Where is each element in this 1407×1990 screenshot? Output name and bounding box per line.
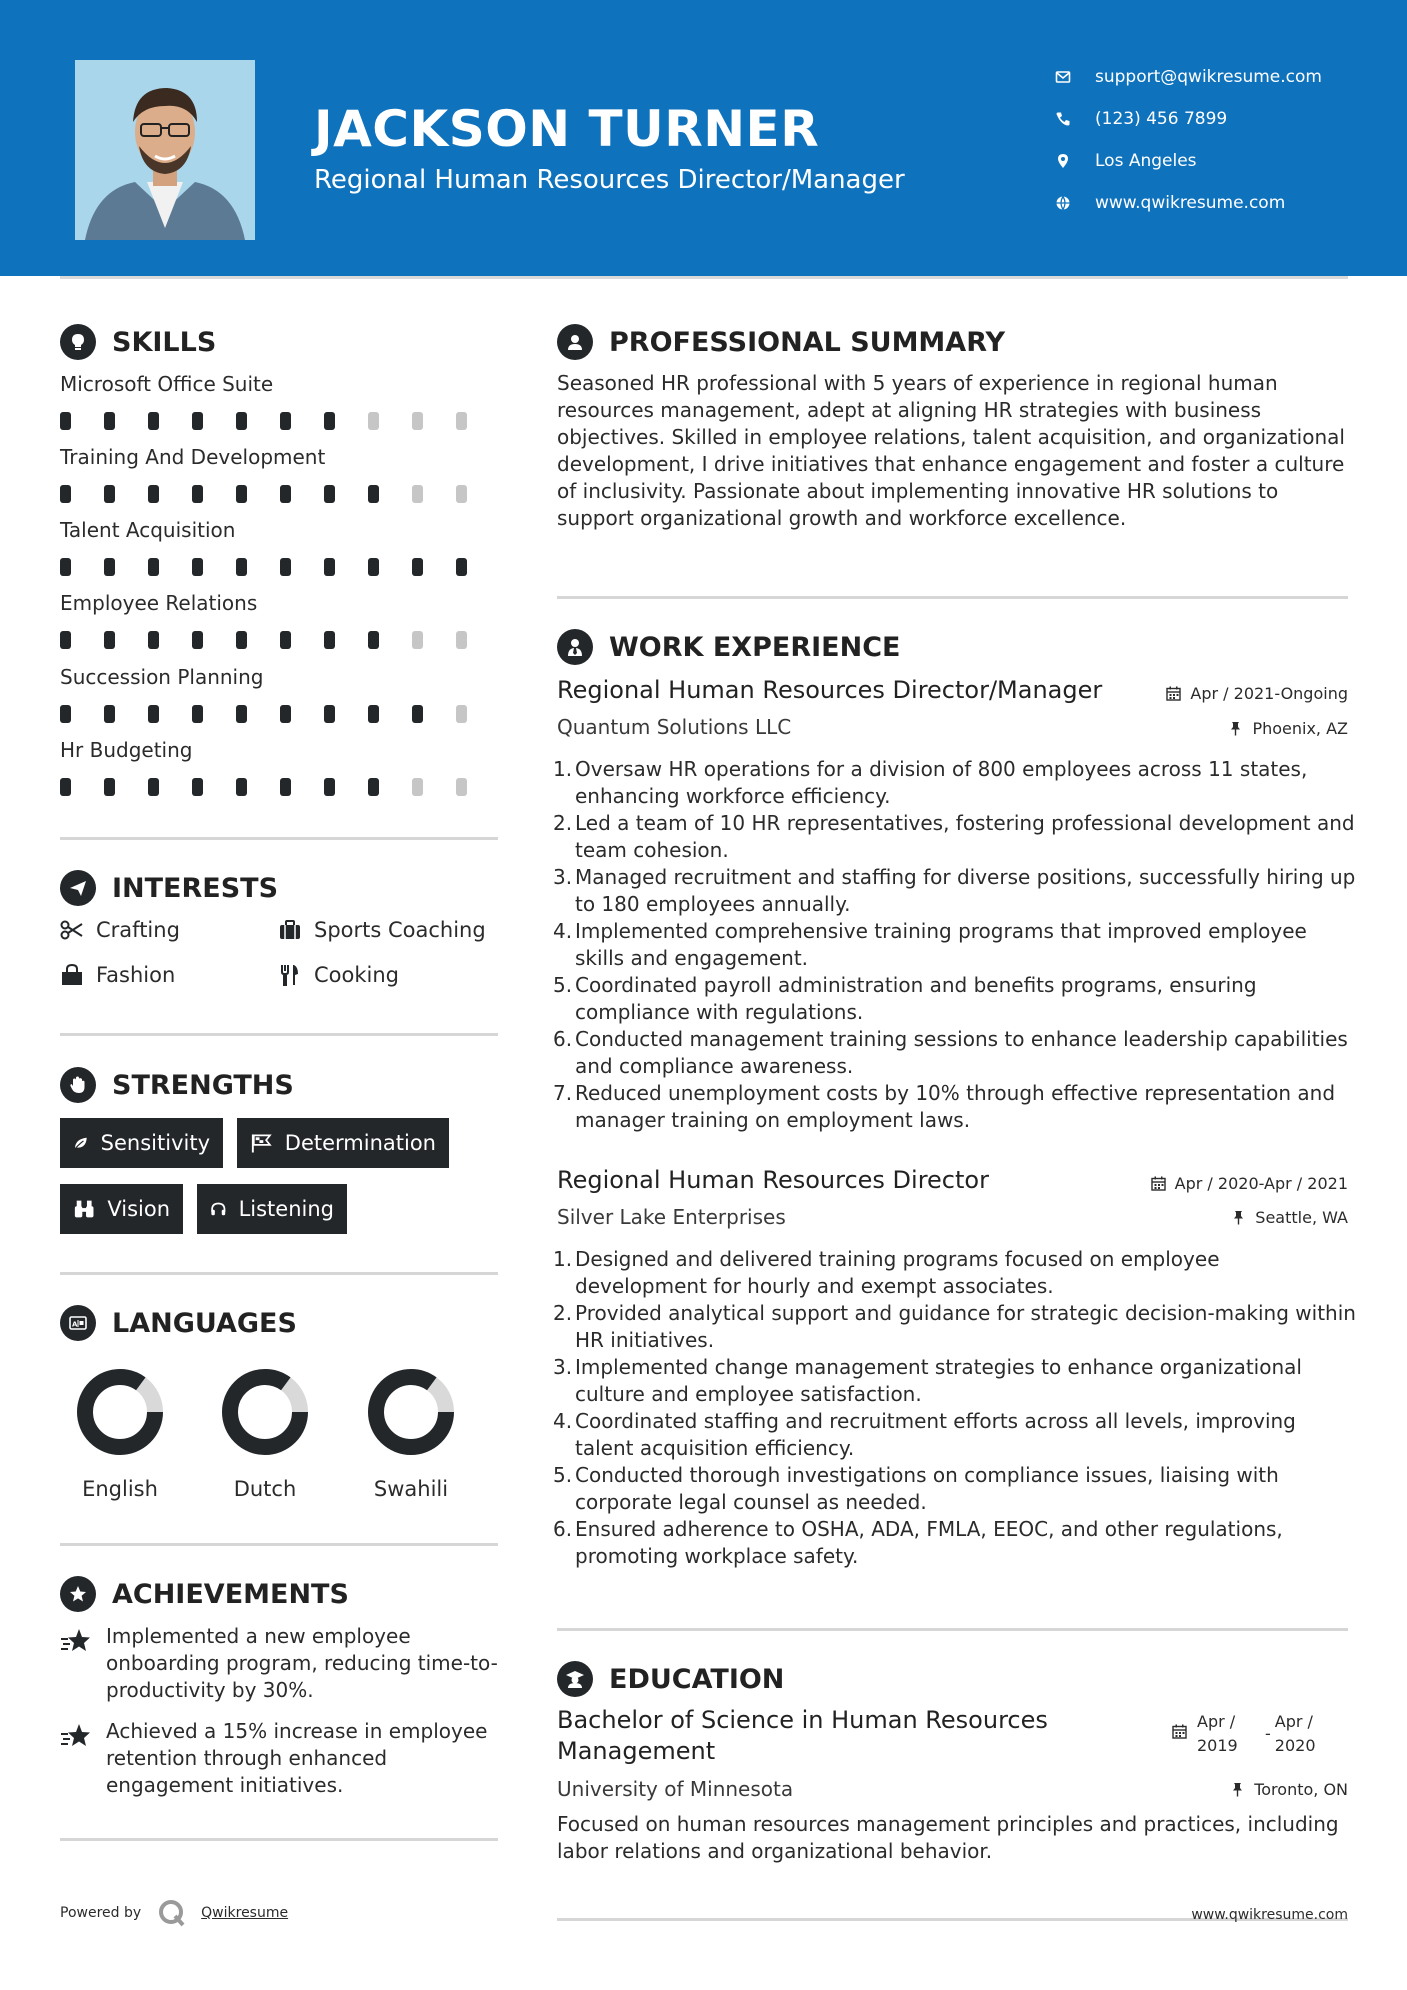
- strength-tag: [197, 1184, 347, 1234]
- strengths-heading: [60, 1067, 294, 1103]
- job-bullet: [553, 918, 1357, 972]
- job-bullet: [553, 756, 1357, 810]
- section-divider: [60, 1838, 498, 1841]
- bullet-number: 7.: [553, 1081, 573, 1105]
- skill-label: Microsoft Office Suite: [60, 372, 274, 396]
- education-description: Focused on human resources management principles and practices, including labor relations and organizational behavior.: [557, 1812, 1339, 1863]
- rating-dot-filled: [280, 412, 291, 430]
- interest-item: [60, 918, 180, 942]
- rating-dot-filled: [60, 485, 71, 503]
- strength-label: Listening: [238, 1197, 334, 1221]
- bullet-number: 6.: [553, 1517, 573, 1541]
- rating-dot-filled: [368, 631, 379, 649]
- bullet-number: 1.: [553, 1247, 573, 1271]
- rating-dot-filled: [192, 631, 203, 649]
- rating-dot-filled: [192, 558, 203, 576]
- job-bullet: [553, 1462, 1357, 1516]
- bullet-text: Coordinated payroll administration and benefits programs, ensuring compliance with regulations.: [575, 973, 1257, 1024]
- paper-plane-icon: [60, 870, 96, 906]
- rating-dot-filled: [412, 705, 423, 723]
- education-end: Apr / 2020: [1274, 1712, 1316, 1755]
- bullet-number: 2.: [553, 1301, 573, 1325]
- education-school: University of Minnesota: [557, 1777, 794, 1801]
- rating-dot-filled: [148, 705, 159, 723]
- job-bullet-list: [553, 756, 1357, 1134]
- lightbulb-icon: [60, 324, 96, 360]
- rating-dot-filled: [324, 631, 335, 649]
- section-divider: [60, 1543, 498, 1546]
- skill-label: Employee Relations: [60, 591, 258, 615]
- rating-dot-filled: [236, 558, 247, 576]
- utensils-icon: [278, 964, 302, 986]
- job-location: [1231, 1208, 1348, 1227]
- experience-heading: [557, 629, 900, 665]
- job-title: Regional Human Resources Director/Manager: [557, 676, 1103, 704]
- section-divider: [557, 1628, 1348, 1631]
- strength-tag: [60, 1184, 183, 1234]
- language-ring: [75, 1367, 165, 1457]
- flag-icon: [250, 1132, 273, 1154]
- bullet-text: Provided analytical support and guidance for strategic decision-making within HR initiatives.: [575, 1301, 1356, 1352]
- briefcase-icon: [278, 919, 302, 941]
- language-label: Dutch: [233, 1477, 297, 1501]
- job-bullet: [553, 1408, 1357, 1462]
- experience-title: WORK EXPERIENCE: [609, 631, 901, 663]
- contact-phone[interactable]: [1055, 98, 1385, 140]
- calendar-icon: [1172, 1724, 1187, 1739]
- rating-dot-filled: [192, 412, 203, 430]
- rating-dot-empty: [412, 778, 423, 796]
- job-dates: [1166, 684, 1348, 703]
- star-badge-icon: [60, 1576, 96, 1612]
- job-bullet: [553, 810, 1357, 864]
- binoculars-icon: [73, 1198, 95, 1220]
- skill-rating: [60, 558, 500, 576]
- candidate-role: Regional Human Resources Director/Manager: [314, 165, 905, 195]
- strength-tag: [60, 1118, 223, 1168]
- phone-icon: [1055, 111, 1071, 127]
- job-location-text: Seattle, WA: [1255, 1208, 1348, 1227]
- summary-heading: [557, 324, 1005, 360]
- rating-dot-filled: [368, 778, 379, 796]
- language-item: [351, 1367, 471, 1501]
- skill-item: [60, 591, 500, 649]
- bullet-text: Implemented change management strategies to enhance organizational culture and employee satisfaction.: [575, 1355, 1302, 1406]
- contact-website[interactable]: [1055, 182, 1385, 224]
- education-title: EDUCATION: [609, 1663, 785, 1695]
- rating-dot-filled: [324, 705, 335, 723]
- rating-dot-filled: [324, 558, 335, 576]
- pushpin-icon: [1231, 1210, 1246, 1225]
- job-dates-text: Apr / 2020-Apr / 2021: [1174, 1174, 1348, 1193]
- skills-heading: [60, 324, 216, 360]
- hand-icon: [60, 1067, 96, 1103]
- interest-item: [278, 918, 486, 942]
- profile-photo: [75, 60, 255, 240]
- shopping-bag-icon: [60, 964, 84, 986]
- skill-rating: [60, 631, 500, 649]
- bullet-text: Coordinated staffing and recruitment efforts across all levels, improving talent acquisition efficiency.: [575, 1409, 1296, 1460]
- job-bullet: [553, 1246, 1357, 1300]
- bullet-text: Conducted thorough investigations on compliance issues, liaising with corporate legal counsel as needed.: [575, 1463, 1279, 1514]
- language-ring: [366, 1367, 456, 1457]
- rating-dot-filled: [148, 485, 159, 503]
- rating-dot-empty: [412, 412, 423, 430]
- bullet-text: Led a team of 10 HR representatives, fostering professional development and team cohesion.: [575, 811, 1355, 862]
- rating-dot-empty: [456, 705, 467, 723]
- education-location-text: Toronto, ON: [1254, 1780, 1348, 1799]
- rating-dot-filled: [412, 558, 423, 576]
- rating-dot-filled: [324, 412, 335, 430]
- interests-heading: [60, 870, 278, 906]
- section-divider: [60, 1272, 498, 1275]
- star-icon: [60, 1722, 92, 1750]
- job-bullet: [553, 972, 1357, 1026]
- bullet-number: 4.: [553, 1409, 573, 1433]
- contact-email[interactable]: [1055, 56, 1385, 98]
- globe-icon: [1055, 195, 1071, 211]
- interest-label: Cooking: [314, 963, 399, 987]
- bullet-text: Reduced unemployment costs by 10% through effective representation and manager training on employment laws.: [575, 1081, 1336, 1132]
- job-bullet: [553, 864, 1357, 918]
- skill-item: [60, 738, 500, 796]
- rating-dot-filled: [148, 412, 159, 430]
- rating-dot-filled: [324, 485, 335, 503]
- achievement-text: Achieved a 15% increase in employee retention through enhanced engagement initiatives.: [106, 1719, 488, 1797]
- candidate-name: JACKSON TURNER: [314, 100, 820, 158]
- bullet-number: 3.: [553, 865, 573, 889]
- rating-dot-filled: [104, 485, 115, 503]
- achievements-title: ACHIEVEMENTS: [112, 1578, 349, 1610]
- job-bullet: [553, 1516, 1357, 1570]
- qwikresume-link[interactable]: Qwikresume: [201, 1905, 289, 1921]
- star-icon: [60, 1627, 92, 1655]
- rating-dot-filled: [148, 558, 159, 576]
- svg-text:A: A: [72, 1320, 78, 1329]
- rating-dot-filled: [104, 412, 115, 430]
- strength-label: Sensitivity: [100, 1131, 210, 1155]
- languages-heading: [60, 1305, 297, 1341]
- skill-rating: [60, 485, 500, 503]
- date-separator: -: [1265, 1724, 1271, 1743]
- section-divider: [60, 1033, 498, 1036]
- bullet-text: Oversaw HR operations for a division of 800 employees across 11 states, enhancing workforce efficiency.: [575, 757, 1308, 808]
- footer-website[interactable]: www.qwikresume.com: [1191, 1907, 1348, 1923]
- interests-title: INTERESTS: [112, 872, 279, 904]
- bullet-number: 3.: [553, 1355, 573, 1379]
- rating-dot-filled: [236, 778, 247, 796]
- calendar-icon: [1166, 686, 1181, 701]
- bullet-text: Conducted management training sessions to enhance leadership capabilities and compliance awareness.: [575, 1027, 1348, 1078]
- job-bullet: [553, 1080, 1357, 1134]
- language-label: English: [82, 1477, 158, 1501]
- rating-dot-filled: [104, 705, 115, 723]
- skill-label: Training And Development: [60, 445, 326, 469]
- skill-item: [60, 445, 500, 503]
- achievement-item: [60, 1718, 500, 1799]
- powered-by-text: Powered by: [60, 1905, 142, 1921]
- bullet-text: Ensured adherence to OSHA, ADA, FMLA, EEOC, and other regulations, promoting workplace safety.: [575, 1517, 1283, 1568]
- section-divider: [60, 837, 498, 840]
- interest-label: Sports Coaching: [314, 918, 486, 942]
- pushpin-icon: [1228, 721, 1243, 736]
- summary-title: PROFESSIONAL SUMMARY: [609, 326, 1006, 358]
- contact-phone-text: (123) 456 7899: [1095, 109, 1228, 129]
- education-dates: [1172, 1710, 1335, 1758]
- rating-dot-empty: [456, 485, 467, 503]
- bullet-number: 1.: [553, 757, 573, 781]
- rating-dot-filled: [60, 631, 71, 649]
- skill-label: Hr Budgeting: [60, 738, 193, 762]
- skill-item: [60, 372, 500, 430]
- skill-item: [60, 518, 500, 576]
- rating-dot-filled: [280, 631, 291, 649]
- strength-label: Vision: [107, 1197, 170, 1221]
- rating-dot-filled: [104, 558, 115, 576]
- rating-dot-filled: [456, 558, 467, 576]
- user-icon: [557, 324, 593, 360]
- header-banner: [0, 0, 1407, 276]
- contact-block: [1055, 56, 1385, 224]
- job-location: [1228, 719, 1348, 738]
- powered-by: [60, 1898, 288, 1928]
- education-start: Apr / 2019: [1197, 1712, 1238, 1755]
- rating-dot-filled: [148, 778, 159, 796]
- rating-dot-empty: [456, 778, 467, 796]
- rating-dot-filled: [192, 485, 203, 503]
- job-company: Silver Lake Enterprises: [557, 1205, 786, 1229]
- job-bullet: [553, 1354, 1357, 1408]
- pushpin-icon: [1230, 1782, 1245, 1797]
- rating-dot-filled: [60, 412, 71, 430]
- job-bullet: [553, 1026, 1357, 1080]
- job-bullet: [553, 1300, 1357, 1354]
- section-divider: [557, 596, 1348, 599]
- header-divider: [60, 276, 1348, 279]
- language-icon: [60, 1305, 96, 1341]
- envelope-icon: [1055, 69, 1071, 85]
- bullet-text: Managed recruitment and staffing for diverse positions, successfully hiring up to 180 employees annually.: [575, 865, 1356, 916]
- location-pin-icon: [1055, 153, 1071, 169]
- language-label: Swahili: [373, 1477, 449, 1501]
- rating-dot-filled: [60, 705, 71, 723]
- rating-dot-empty: [456, 412, 467, 430]
- language-item: [205, 1367, 325, 1501]
- job-title: Regional Human Resources Director: [557, 1166, 989, 1194]
- strength-tag: [237, 1118, 449, 1168]
- achievement-text: Implemented a new employee onboarding program, reducing time-to-productivity by 30%.: [106, 1624, 498, 1702]
- contact-website-text: www.qwikresume.com: [1095, 193, 1286, 213]
- skill-rating: [60, 412, 500, 430]
- achievements-heading: [60, 1576, 349, 1612]
- language-ring: [220, 1367, 310, 1457]
- job-bullet-list: [553, 1246, 1357, 1570]
- interest-label: Crafting: [96, 918, 180, 942]
- job-company: Quantum Solutions LLC: [557, 715, 792, 739]
- bullet-number: 2.: [553, 811, 573, 835]
- strengths-title: STRENGTHS: [112, 1069, 294, 1101]
- leaf-icon: [73, 1132, 89, 1154]
- skill-rating: [60, 705, 500, 723]
- job-dates-text: Apr / 2021-Ongoing: [1190, 684, 1348, 703]
- bullet-number: 4.: [553, 919, 573, 943]
- user-tie-icon: [557, 629, 593, 665]
- job-location-text: Phoenix, AZ: [1252, 719, 1348, 738]
- rating-dot-empty: [412, 485, 423, 503]
- rating-dot-filled: [192, 778, 203, 796]
- rating-dot-filled: [280, 558, 291, 576]
- bullet-number: 5.: [553, 973, 573, 997]
- rating-dot-filled: [104, 631, 115, 649]
- rating-dot-filled: [60, 778, 71, 796]
- bullet-number: 6.: [553, 1027, 573, 1051]
- rating-dot-filled: [324, 778, 335, 796]
- calendar-icon: [1151, 1176, 1166, 1191]
- skill-label: Talent Acquisition: [60, 518, 236, 542]
- scissors-icon: [60, 919, 84, 941]
- contact-email-text: support@qwikresume.com: [1095, 67, 1322, 87]
- graduate-icon: [557, 1661, 593, 1697]
- skill-rating: [60, 778, 500, 796]
- summary-text: Seasoned HR professional with 5 years of experience in regional human resources management, adept at aligning HR strategies with business objectives. Skilled in employee relations, talent acquisition, and organizational development, I drive initiatives that enhance engagement and foster a culture of inclusivity. Passionate about implementing innovative HR solutions to support organizational growth and workforce excellence.: [557, 371, 1345, 530]
- headphones-icon: [210, 1198, 227, 1220]
- rating-dot-filled: [280, 485, 291, 503]
- rating-dot-filled: [280, 778, 291, 796]
- rating-dot-filled: [368, 558, 379, 576]
- rating-dot-filled: [192, 705, 203, 723]
- contact-location: [1055, 140, 1385, 182]
- rating-dot-filled: [236, 412, 247, 430]
- achievement-item: [60, 1623, 500, 1704]
- rating-dot-filled: [148, 631, 159, 649]
- bullet-text: Implemented comprehensive training programs that improved employee skills and engagement.: [575, 919, 1307, 970]
- interest-item: [60, 963, 175, 987]
- rating-dot-empty: [368, 412, 379, 430]
- rating-dot-filled: [280, 705, 291, 723]
- skills-title: SKILLS: [112, 326, 217, 358]
- rating-dot-filled: [368, 485, 379, 503]
- qwikresume-logo-icon: [157, 1898, 187, 1928]
- rating-dot-filled: [236, 705, 247, 723]
- education-heading: [557, 1661, 784, 1697]
- rating-dot-filled: [368, 705, 379, 723]
- interest-item: [278, 963, 399, 987]
- education-location: [1230, 1780, 1348, 1799]
- skill-item: [60, 665, 500, 723]
- bullet-number: 5.: [553, 1463, 573, 1487]
- rating-dot-filled: [236, 485, 247, 503]
- languages-title: LANGUAGES: [112, 1307, 297, 1339]
- job-dates: [1151, 1174, 1348, 1193]
- rating-dot-filled: [236, 631, 247, 649]
- rating-dot-empty: [456, 631, 467, 649]
- bullet-text: Designed and delivered training programs focused on employee development for hourly and exempt associates.: [575, 1247, 1220, 1298]
- language-item: [60, 1367, 180, 1501]
- rating-dot-filled: [104, 778, 115, 796]
- contact-location-text: Los Angeles: [1095, 151, 1197, 171]
- interest-label: Fashion: [96, 963, 176, 987]
- rating-dot-empty: [412, 631, 423, 649]
- education-degree: Bachelor of Science in Human Resources Management: [557, 1706, 1048, 1765]
- rating-dot-filled: [60, 558, 71, 576]
- skill-label: Succession Planning: [60, 665, 264, 689]
- strength-label: Determination: [284, 1131, 436, 1155]
